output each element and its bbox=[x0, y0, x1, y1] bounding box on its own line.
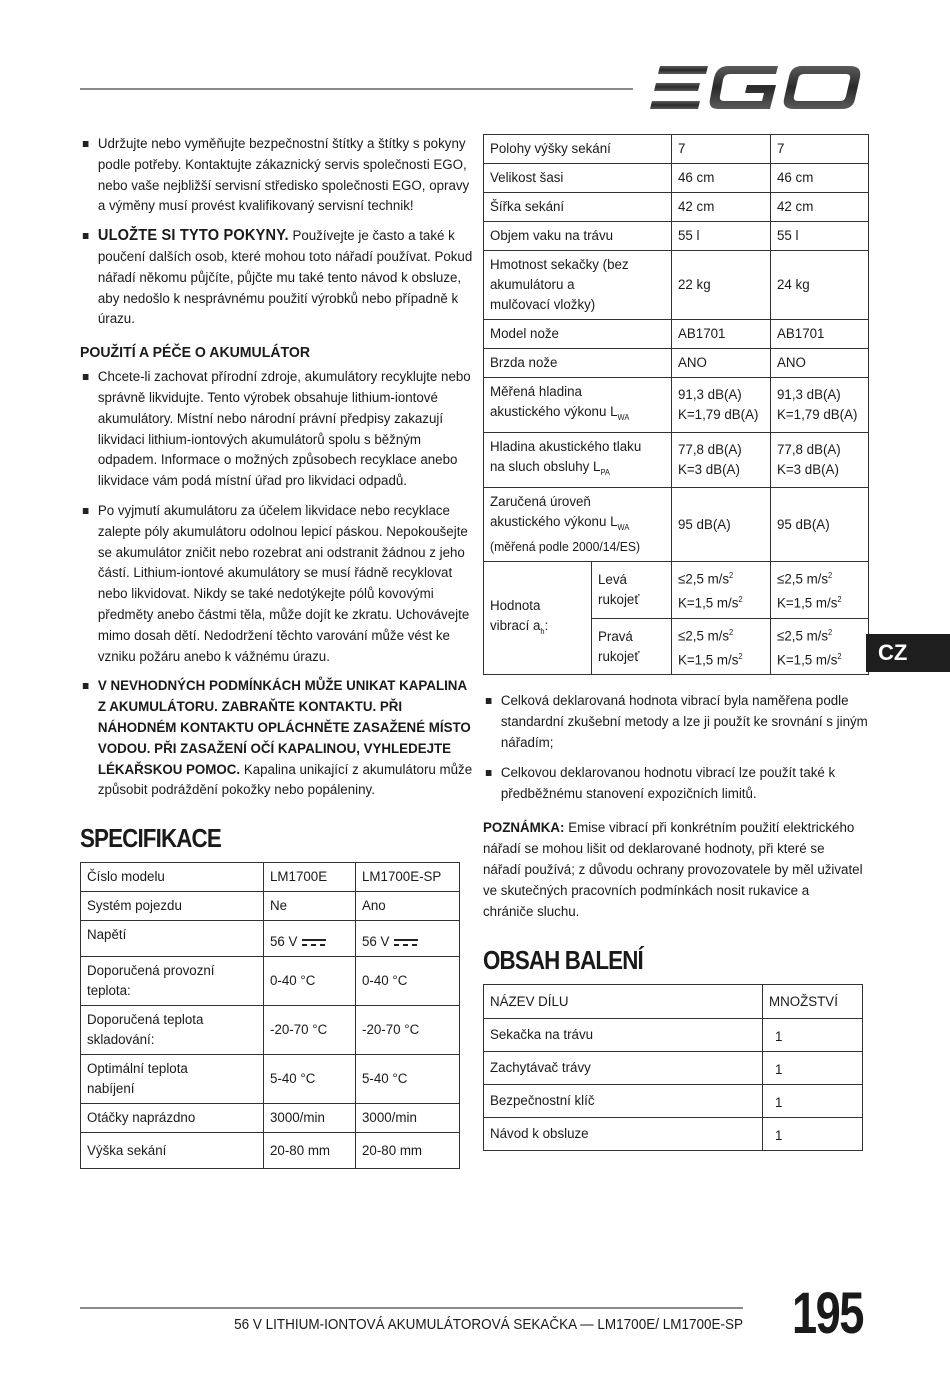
table-cell: Výška sekání bbox=[81, 1133, 264, 1169]
right-column bbox=[483, 134, 868, 1151]
table-cell: 42 cm bbox=[770, 193, 869, 222]
table-cell: AB1701 bbox=[672, 320, 771, 349]
bullet-square-icon bbox=[83, 508, 89, 514]
table-cell: 77,8 dB(A) K=3 dB(A) bbox=[770, 432, 869, 487]
footer-title: 56 V LITHIUM-IONTOVÁ AKUMULÁTOROVÁ SEKAČKA — LM1700E/ LM1700E-SP bbox=[234, 1316, 743, 1333]
spec-table-left bbox=[80, 862, 460, 1169]
table-cell: -20-70 °C bbox=[264, 1006, 356, 1055]
note-paragraph bbox=[483, 818, 863, 923]
table-cell: ≤2,5 $m/s^2$ K=1,5 $m/s^2$ bbox=[770, 562, 869, 618]
table-cell: 77,8 dB(A) K=3 dB(A) bbox=[672, 432, 771, 487]
bullet-square-icon bbox=[83, 374, 89, 380]
table-cell: ANO bbox=[770, 349, 869, 378]
table-cell: AB1701 bbox=[770, 320, 869, 349]
table-cell: Zaručená úroveň akustického výkonu $L_{WA}$ (měřená podle 2000/14/ES) bbox=[484, 487, 672, 562]
table-cell: 3000/min bbox=[264, 1104, 356, 1133]
table-cell: 1 bbox=[763, 1118, 863, 1151]
dc-symbol-icon bbox=[394, 939, 418, 946]
table-cell: Číslo modelu bbox=[81, 863, 264, 892]
table-row bbox=[484, 193, 869, 222]
table-header-cell: MNOŽSTVÍ bbox=[763, 985, 863, 1019]
table-cell: 7 bbox=[672, 135, 771, 164]
table-row bbox=[81, 892, 460, 921]
table-row bbox=[484, 222, 869, 251]
table-cell: ANO bbox=[672, 349, 771, 378]
table-cell: 3000/min bbox=[355, 1104, 459, 1133]
table-cell: Návod k obsluze bbox=[484, 1118, 763, 1151]
table-cell: 46 cm bbox=[770, 164, 869, 193]
table-cell: -20-70 °C bbox=[355, 1006, 459, 1055]
table-cell: 1 bbox=[763, 1085, 863, 1118]
table-row bbox=[484, 251, 869, 320]
list-item bbox=[80, 676, 478, 801]
note-lead: POZNÁMKA: bbox=[483, 820, 565, 837]
table-cell: 55 l bbox=[770, 222, 869, 251]
spec-heading: SPECIFIKACE bbox=[80, 823, 221, 854]
table-cell: Systém pojezdu bbox=[81, 892, 264, 921]
footer-rule bbox=[80, 1307, 743, 1309]
section-heading: POUŽITÍ A PÉČE O AKUMULÁTOR bbox=[80, 344, 311, 362]
header-rule bbox=[80, 88, 633, 90]
list-item bbox=[80, 501, 478, 667]
table-cell: Hodnota vibrací $a_h$: bbox=[484, 562, 592, 675]
table-row bbox=[484, 1052, 863, 1085]
table-cell: 42 cm bbox=[672, 193, 771, 222]
table-row bbox=[484, 164, 869, 193]
spec-table-right bbox=[483, 134, 869, 675]
table-cell: 55 l bbox=[672, 222, 771, 251]
table-cell: Polohy výšky sekání bbox=[484, 135, 672, 164]
bullet-text: Udržujte nebo vyměňujte bezpečnostní štítky a štítky s pokyny podle potřeby. Kontaktujte zákaznický servis společnosti EGO, nebo vaše nejbližší servisní středisko společnosti EGO, opravy a výměny musí provést kvalifikovaný servisní technik! bbox=[97, 136, 470, 215]
table-cell: 22 kg bbox=[672, 251, 771, 320]
table-cell: Doporučená teplota skladování: bbox=[81, 1006, 264, 1055]
table-cell: Šířka sekání bbox=[484, 193, 672, 222]
note-text: Emise vibrací při konkrétním použití elektrického nářadí se mohou lišit od deklarované hodnoty, při které se nářadí používá; z důvodu ochrany provozovatele by měl uživatel ve skutečných pracovních podmínkách nosit rukavice a chrániče sluchu. bbox=[483, 820, 863, 921]
table-row bbox=[484, 135, 869, 164]
table-cell: Model nože bbox=[484, 320, 672, 349]
table-cell: LM1700E-SP bbox=[355, 863, 459, 892]
table-cell: Otáčky naprázdno bbox=[81, 1104, 264, 1133]
table-row bbox=[81, 863, 460, 892]
table-row bbox=[484, 1118, 863, 1151]
table-cell: 95 dB(A) bbox=[770, 487, 869, 562]
bullet-text: Chcete-li zachovat přírodní zdroje, akumulátory recyklujte nebo správně likvidujte. Tento výrobek obsahuje lithium-iontové akumulátory. Místní nebo národní právní předpisy zakazují likvidaci lithium-iontových akumulátorů spolu s běžným odpadem. Informace o možných způsobech recyklace anebo likvidace vám podá místní úřad pro likvidaci odpadů. bbox=[97, 369, 471, 490]
bullet-text: Používejte je často a také k poučení dalších osob, které mohou toto nářadí používat. Pokud nářadí někomu půjčíte, půjčte mu také tento návod k obsluze, aby nedošlo k nesprávnému použití výrobků nebo případně k úrazu. bbox=[97, 228, 473, 328]
bullet-lead: ULOŽTE SI TYTO POKYNY. bbox=[97, 227, 289, 245]
left-column bbox=[80, 134, 473, 1169]
bullet-text: Celkovou deklarovanou hodnotu vibrací lze použít také k předběžnému stanovení expozičních limitů. bbox=[500, 764, 836, 802]
table-cell: Ano bbox=[355, 892, 459, 921]
table-cell: Hmotnost sekačky (bez akumulátoru a mulčovací vložky) bbox=[484, 251, 672, 320]
bullet-square-icon bbox=[83, 233, 89, 239]
list-item bbox=[80, 367, 478, 492]
bullet-text: Po vyjmutí akumulátoru za účelem likvidace nebo recyklace zalepte póly akumulátoru odolnou lepicí páskou. Nepokoušejte se akumulátor zničit nebo rozebrat ani odstranit žádnou z jeho částí. Lithium-iontové akumulátory se musí řádně recyklovat nebo likvidovat. Nikdy se také nedotýkejte pólů kovovými předměty anebo částmi těla, může dojít ke zkratu. Uchovávejte mimo dosah dětí. Nedodržení těchto varování může vést ke vzniku požáru anebo k vážnému úrazu. bbox=[97, 502, 470, 665]
table-row bbox=[484, 562, 869, 618]
package-heading: OBSAH BALENÍ bbox=[483, 945, 643, 976]
table-row bbox=[81, 1006, 460, 1055]
table-cell: Sekačka na trávu bbox=[484, 1019, 763, 1052]
table-cell: Zachytávač trávy bbox=[484, 1052, 763, 1085]
list-item bbox=[483, 763, 881, 805]
bullet-square-icon bbox=[83, 141, 89, 147]
language-tab: CZ bbox=[866, 634, 950, 672]
table-cell: Ne bbox=[264, 892, 356, 921]
bullet-square-icon bbox=[83, 683, 89, 689]
table-row bbox=[81, 921, 460, 957]
table-row bbox=[81, 1133, 460, 1169]
table-row bbox=[484, 1019, 863, 1052]
table-cell: 0-40 °C bbox=[355, 957, 459, 1006]
table-cell: Velikost šasi bbox=[484, 164, 672, 193]
list-item bbox=[483, 691, 881, 753]
table-cell: 46 cm bbox=[672, 164, 771, 193]
table-row bbox=[484, 320, 869, 349]
ego-logo bbox=[650, 64, 862, 112]
table-cell: Napětí bbox=[81, 921, 264, 957]
bullet-text: Kapalina unikající z akumulátoru může způsobit podráždění pokožky nebo popáleniny. bbox=[97, 761, 473, 799]
list-item bbox=[80, 134, 478, 217]
table-cell: 91,3 dB(A) K=1,79 dB(A) bbox=[770, 378, 869, 433]
table-row bbox=[484, 378, 869, 433]
table-cell: 5-40 °C bbox=[264, 1055, 356, 1104]
bullet-text: Celková deklarovaná hodnota vibrací byla naměřena podle standardní zkušební metody a lze ji použít ke srovnání s jiným nářadím; bbox=[500, 693, 868, 752]
bullet-square-icon bbox=[486, 698, 492, 704]
table-header-cell: NÁZEV DÍLU bbox=[484, 985, 763, 1019]
table-row bbox=[484, 1085, 863, 1118]
table-cell: 5-40 °C bbox=[355, 1055, 459, 1104]
table-cell: ≤2,5 $m/s^2$ K=1,5 $m/s^2$ bbox=[672, 562, 771, 618]
table-row bbox=[484, 349, 869, 378]
table-cell: Bezpečnostní klíč bbox=[484, 1085, 763, 1118]
table-cell: Optimální teplota nabíjení bbox=[81, 1055, 264, 1104]
bullet-square-icon bbox=[486, 770, 492, 776]
table-cell: 91,3 dB(A) K=1,79 dB(A) bbox=[672, 378, 771, 433]
table-row bbox=[81, 957, 460, 1006]
table-cell: 0-40 °C bbox=[264, 957, 356, 1006]
table-cell: 56 V bbox=[264, 921, 356, 957]
package-table bbox=[483, 984, 863, 1151]
list-item bbox=[80, 226, 478, 330]
table-cell: 56 V bbox=[355, 921, 459, 957]
bullet-lead: V NEVHODNÝCH PODMÍNKÁCH MŮŽE UNIKAT KAPALINA Z AKUMULÁTORU. ZABRAŇTE KONTAKTU. PŘI NÁHODNÉM KONTAKTU OPLÁCHNĚTE ZASAŽENÉ MÍSTO VODOU. PŘI ZASAŽENÍ OČÍ KAPALINOU, VYHLEDEJTE LÉKAŘSKOU POMOC. bbox=[97, 678, 471, 778]
table-cell: LM1700E bbox=[264, 863, 356, 892]
table-cell: Měřená hladina akustického výkonu $L_{WA}$ bbox=[484, 378, 672, 433]
table-cell: Pravá rukojeť bbox=[592, 618, 672, 674]
table-cell: Brzda nože bbox=[484, 349, 672, 378]
table-cell: ≤2,5 $m/s^2$ K=1,5 $m/s^2$ bbox=[672, 618, 771, 674]
table-cell: 1 bbox=[763, 1052, 863, 1085]
table-row bbox=[81, 1104, 460, 1133]
table-cell: 7 bbox=[770, 135, 869, 164]
table-cell: ≤2,5 $m/s^2$ K=1,5 $m/s^2$ bbox=[770, 618, 869, 674]
table-row bbox=[484, 487, 869, 562]
table-cell: 24 kg bbox=[770, 251, 869, 320]
table-cell: Objem vaku na trávu bbox=[484, 222, 672, 251]
table-cell: 95 dB(A) bbox=[672, 487, 771, 562]
table-cell: 20-80 mm bbox=[264, 1133, 356, 1169]
table-row bbox=[484, 432, 869, 487]
table-header-row bbox=[484, 985, 863, 1019]
table-cell: Hladina akustického tlaku na sluch obsluhy $L_{PA}$ bbox=[484, 432, 672, 487]
table-cell: 20-80 mm bbox=[355, 1133, 459, 1169]
page-number: 195 bbox=[792, 1281, 863, 1346]
table-row bbox=[81, 1055, 460, 1104]
dc-symbol-icon bbox=[302, 939, 326, 946]
table-cell: Levá rukojeť bbox=[592, 562, 672, 618]
table-cell: Doporučená provozní teplota: bbox=[81, 957, 264, 1006]
table-cell: 1 bbox=[763, 1019, 863, 1052]
